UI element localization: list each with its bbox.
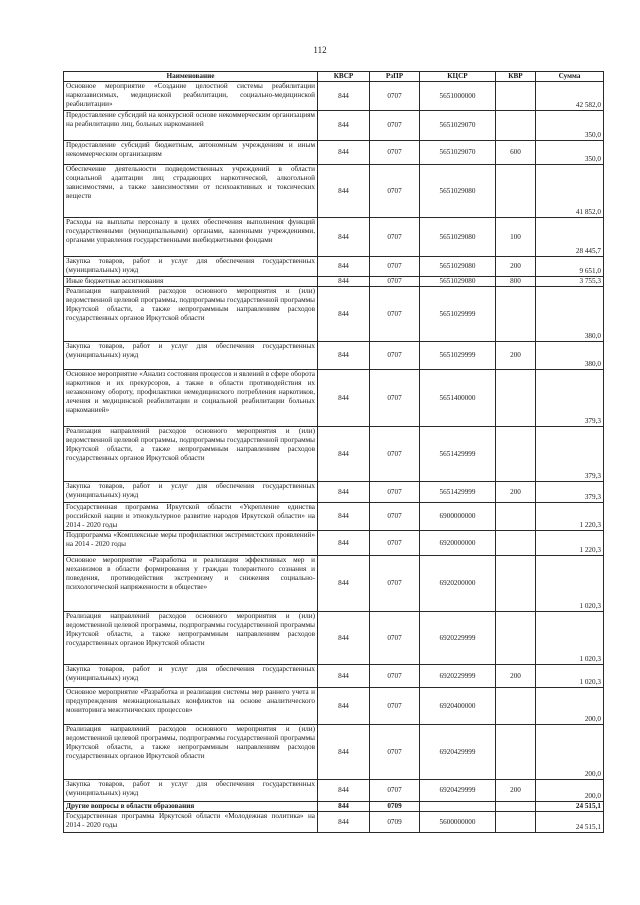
row-rzpr: 0707 (370, 218, 420, 257)
row-kvsr: 844 (318, 612, 370, 665)
row-kvr (496, 725, 536, 780)
row-sum: 9 651,0 (536, 257, 604, 277)
row-name: Основное мероприятие «Разработка и реализация системы мер раннего учета и предупреждения межнациональных конфликтов на основе аналитического мониторинга межэтнических процессов» (64, 688, 318, 725)
table-row (64, 427, 604, 482)
row-rzpr: 0707 (370, 688, 420, 725)
row-rzpr: 0707 (370, 612, 420, 665)
row-kvr: 600 (496, 141, 536, 165)
table-header-row (64, 72, 604, 82)
row-kcsr: 5651029080 (420, 257, 496, 277)
table-row (64, 141, 604, 165)
row-name: Закупка товаров, работ и услуг для обеспечения государственных (муниципальных) нужд (64, 780, 318, 802)
row-rzpr: 0707 (370, 503, 420, 531)
row-kcsr: 5651029080 (420, 277, 496, 287)
header-name: Наименование (64, 72, 318, 82)
row-kvr (496, 287, 536, 342)
row-kcsr: 5651400000 (420, 370, 496, 427)
table-row (64, 482, 604, 503)
row-kvr (496, 503, 536, 531)
row-sum: 379,3 (536, 370, 604, 427)
row-kvsr: 844 (318, 257, 370, 277)
row-rzpr: 0707 (370, 427, 420, 482)
row-sum: 200,0 (536, 688, 604, 725)
row-rzpr: 0707 (370, 257, 420, 277)
row-kvsr: 844 (318, 665, 370, 688)
row-kvsr: 844 (318, 503, 370, 531)
row-sum: 42 582,0 (536, 82, 604, 111)
row-kcsr (420, 802, 496, 812)
row-name: Государственная программа Иркутской области «Укрепление единства российской нации и этнокультурное развитие народов Иркутской области» на 2014 - 2020 годы (64, 503, 318, 531)
row-name: Основное мероприятие «Разработка и реализация эффективных мер и механизмов в области формирования у граждан толерантного сознания и поведения, противодействия экстремизму и снижения социально-психологической напряженности в обществе» (64, 556, 318, 612)
row-kvr (496, 556, 536, 612)
row-sum: 1 220,3 (536, 503, 604, 531)
row-sum: 41 852,0 (536, 165, 604, 218)
row-sum: 24 515,1 (536, 812, 604, 833)
table-row (64, 812, 604, 833)
budget-table (63, 71, 604, 833)
row-rzpr: 0707 (370, 82, 420, 111)
row-name: Предоставление субсидий бюджетным, автономным учреждениям и иным некоммерческим организациям (64, 141, 318, 165)
row-name: Основное мероприятие «Создание целостной системы реабилитации наркозависимых, медицинской реабилитации, социально-медицинской реабилитации» (64, 82, 318, 111)
row-kvr: 200 (496, 665, 536, 688)
row-kcsr: 5600000000 (420, 812, 496, 833)
row-sum: 380,0 (536, 287, 604, 342)
table-row (64, 82, 604, 111)
row-kvr: 200 (496, 342, 536, 370)
table-row (64, 342, 604, 370)
header-kvsr: КВСР (318, 72, 370, 82)
row-kvsr: 844 (318, 141, 370, 165)
row-sum: 28 445,7 (536, 218, 604, 257)
row-rzpr: 0707 (370, 141, 420, 165)
row-rzpr: 0707 (370, 287, 420, 342)
row-sum: 380,0 (536, 342, 604, 370)
row-kvr (496, 111, 536, 141)
table-row (64, 612, 604, 665)
row-kcsr: 5651029999 (420, 287, 496, 342)
row-kvsr: 844 (318, 688, 370, 725)
row-sum: 1 020,3 (536, 665, 604, 688)
table-row (64, 802, 604, 812)
row-rzpr: 0707 (370, 780, 420, 802)
header-kcsr: КЦСР (420, 72, 496, 82)
row-kcsr: 6920429999 (420, 725, 496, 780)
row-kvr (496, 427, 536, 482)
row-name: Реализация направлений расходов основного мероприятия и (или) ведомственной целевой программы, подпрограммы государственной программы Иркутской области, а также непрограммным направлениям расходов государственных органов Иркутской области (64, 287, 318, 342)
row-kcsr: 5651029080 (420, 218, 496, 257)
row-name: Иные бюджетные ассигнования (64, 277, 318, 287)
row-rzpr: 0707 (370, 165, 420, 218)
row-rzpr: 0707 (370, 277, 420, 287)
row-kcsr: 5651429999 (420, 482, 496, 503)
row-sum: 1 220,3 (536, 531, 604, 556)
row-kcsr: 5651029070 (420, 111, 496, 141)
table-row (64, 531, 604, 556)
table-row (64, 287, 604, 342)
row-kvsr: 844 (318, 531, 370, 556)
row-sum: 1 020,3 (536, 612, 604, 665)
row-kvr: 200 (496, 482, 536, 503)
row-name: Закупка товаров, работ и услуг для обеспечения государственных (муниципальных) нужд (64, 342, 318, 370)
table-row (64, 780, 604, 802)
row-kvr (496, 370, 536, 427)
row-kvsr: 844 (318, 165, 370, 218)
row-name: Закупка товаров, работ и услуг для обеспечения государственных (муниципальных) нужд (64, 482, 318, 503)
row-kcsr: 5651000000 (420, 82, 496, 111)
row-name: Реализация направлений расходов основного мероприятия и (или) ведомственной целевой программы, подпрограммы государственной программы Иркутской области, а также непрограммным направлениям расходов государственных органов Иркутской области (64, 725, 318, 780)
row-kvsr: 844 (318, 780, 370, 802)
row-name: Основное мероприятие «Анализ состояния процессов и явлений в сфере оборота наркотиков и их прекурсоров, а также в области противодействия их незаконному обороту, профилактики немедицинского потребления наркотиков, лечения и медицинской реабилитации и социальной реабилитации больных наркоманией» (64, 370, 318, 427)
header-kvr: КВР (496, 72, 536, 82)
row-kvr (496, 812, 536, 833)
row-kvr (496, 688, 536, 725)
row-kvsr: 844 (318, 82, 370, 111)
table-row (64, 277, 604, 287)
row-sum: 200,0 (536, 725, 604, 780)
row-kvr: 800 (496, 277, 536, 287)
row-kcsr: 6920200000 (420, 556, 496, 612)
table-row (64, 111, 604, 141)
row-name: Реализация направлений расходов основного мероприятия и (или) ведомственной целевой программы, подпрограммы государственной программы Иркутской области, а также непрограммным направлениям расходов государственных органов Иркутской области (64, 612, 318, 665)
row-kcsr: 5651429999 (420, 427, 496, 482)
row-name: Закупка товаров, работ и услуг для обеспечения государственных (муниципальных) нужд (64, 257, 318, 277)
row-kvsr: 844 (318, 342, 370, 370)
table-body (64, 82, 604, 833)
row-name: Обеспечение деятельности подведомственных учреждений в области социальной адаптации лиц страдающих наркотической, алкогольной зависимостями, а также зависимостями от психоактивных и токсических веществ (64, 165, 318, 218)
row-kvsr: 844 (318, 725, 370, 780)
row-sum: 350,0 (536, 141, 604, 165)
row-kcsr: 5651029999 (420, 342, 496, 370)
row-kvsr: 844 (318, 802, 370, 812)
row-name: Реализация направлений расходов основного мероприятия и (или) ведомственной целевой программы, подпрограммы государственной программы Иркутской области, а также непрограммным направлениям расходов государственных органов Иркутской области (64, 427, 318, 482)
row-rzpr: 0709 (370, 802, 420, 812)
header-rzpr: РзПР (370, 72, 420, 82)
row-kvr (496, 612, 536, 665)
row-kvr: 100 (496, 218, 536, 257)
header-sum: Сумма (536, 72, 604, 82)
row-kvr (496, 531, 536, 556)
row-kvsr: 844 (318, 812, 370, 833)
table-row (64, 165, 604, 218)
row-name: Другие вопросы в области образования (64, 802, 318, 812)
row-rzpr: 0707 (370, 111, 420, 141)
row-rzpr: 0707 (370, 665, 420, 688)
table-row (64, 218, 604, 257)
row-sum: 379,3 (536, 427, 604, 482)
row-sum: 1 020,3 (536, 556, 604, 612)
row-kvsr: 844 (318, 482, 370, 503)
row-sum: 3 755,3 (536, 277, 604, 287)
row-kvsr: 844 (318, 218, 370, 257)
row-kvsr: 844 (318, 427, 370, 482)
row-rzpr: 0707 (370, 482, 420, 503)
row-kvr: 200 (496, 780, 536, 802)
row-kcsr: 6900000000 (420, 503, 496, 531)
row-kvsr: 844 (318, 277, 370, 287)
row-sum: 24 515,1 (536, 802, 604, 812)
row-name: Подпрограмма «Комплексные меры профилактики экстремистских проявлений» на 2014 - 2020 годы (64, 531, 318, 556)
row-name: Предоставление субсидий на конкурсной основе некоммерческим организациям на реабилитацию лиц, больных наркоманией (64, 111, 318, 141)
row-sum: 379,3 (536, 482, 604, 503)
row-rzpr: 0707 (370, 342, 420, 370)
table-row (64, 503, 604, 531)
row-kvr (496, 802, 536, 812)
table-row (64, 257, 604, 277)
row-kvr (496, 82, 536, 111)
row-kcsr: 6920229999 (420, 665, 496, 688)
row-kvsr: 844 (318, 111, 370, 141)
row-kvsr: 844 (318, 287, 370, 342)
row-kcsr: 6920229999 (420, 612, 496, 665)
row-kvsr: 844 (318, 556, 370, 612)
row-name: Государственная программа Иркутской области «Молодежная политика» на 2014 - 2020 годы (64, 812, 318, 833)
table-row (64, 556, 604, 612)
row-rzpr: 0707 (370, 725, 420, 780)
row-kcsr: 6920429999 (420, 780, 496, 802)
row-kcsr: 5651029070 (420, 141, 496, 165)
row-kvr (496, 165, 536, 218)
page-number: 112 (313, 45, 327, 55)
table-row (64, 370, 604, 427)
row-name: Закупка товаров, работ и услуг для обеспечения государственных (муниципальных) нужд (64, 665, 318, 688)
row-kcsr: 6920400000 (420, 688, 496, 725)
row-kcsr: 6920000000 (420, 531, 496, 556)
row-rzpr: 0707 (370, 556, 420, 612)
row-kvsr: 844 (318, 370, 370, 427)
row-kcsr: 5651029080 (420, 165, 496, 218)
row-sum: 350,0 (536, 111, 604, 141)
table-row (64, 688, 604, 725)
row-rzpr: 0707 (370, 370, 420, 427)
row-sum: 200,0 (536, 780, 604, 802)
row-kvr: 200 (496, 257, 536, 277)
row-rzpr: 0709 (370, 812, 420, 833)
row-name: Расходы на выплаты персоналу в целях обеспечения выполнения функций государственными (муниципальными) органами, казенными учреждениями, органами управления государственными внебюджетными фондами (64, 218, 318, 257)
table-row (64, 665, 604, 688)
table-row (64, 725, 604, 780)
row-rzpr: 0707 (370, 531, 420, 556)
